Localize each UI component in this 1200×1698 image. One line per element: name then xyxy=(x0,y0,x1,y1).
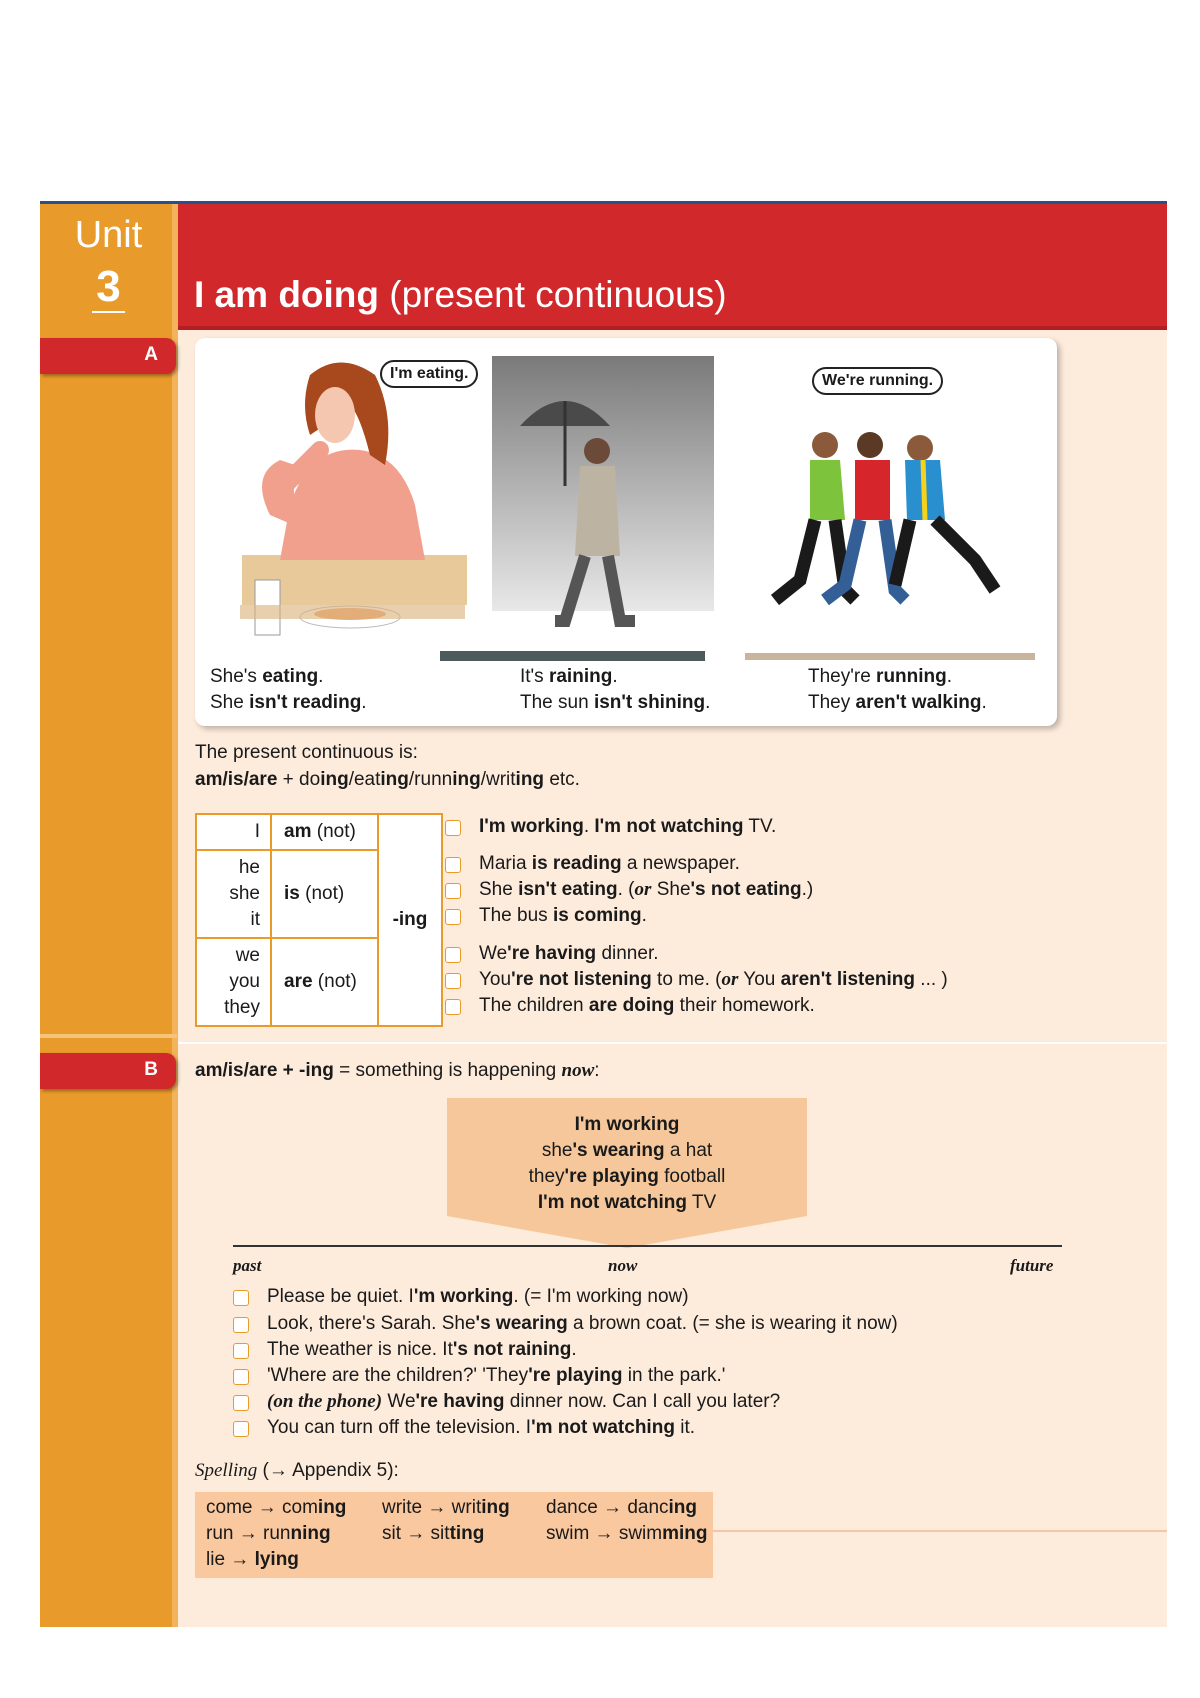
text-run: The children xyxy=(479,995,589,1016)
runners-illustration xyxy=(745,360,1035,660)
text-run: 're playing xyxy=(528,1365,623,1386)
text-run: 's not eating xyxy=(690,879,802,900)
page-title: I am doing (present continuous) xyxy=(194,274,727,315)
text-run: TV. xyxy=(743,816,777,837)
text-run: is coming xyxy=(552,905,642,926)
sidebar xyxy=(40,204,177,1627)
text-run: 'm working xyxy=(413,1286,514,1307)
timeline-future: future xyxy=(1010,1256,1054,1275)
text-run: 're not listening xyxy=(511,969,652,990)
caption-raining: It's raining. The sun isn't shining. xyxy=(520,666,711,713)
now-examples xyxy=(447,1112,807,1216)
pronoun-cell: I xyxy=(196,814,271,850)
text-run: The bus xyxy=(479,905,553,926)
spelling-item xyxy=(206,1523,331,1545)
text-run: 's wearing xyxy=(475,1313,568,1334)
text-run: Look, there's Sarah. She xyxy=(267,1313,476,1334)
checkbox-icon[interactable] xyxy=(445,973,461,989)
now-example-line xyxy=(447,1138,807,1164)
spelling-ending: ming xyxy=(662,1523,708,1544)
text-run: We xyxy=(479,943,508,964)
text-run: 'm not watching xyxy=(531,1417,675,1438)
speech-bubble-running: We're running. xyxy=(812,367,943,395)
example-text xyxy=(267,1391,780,1413)
spelling-ending: ing xyxy=(481,1497,510,1518)
example-text xyxy=(479,943,659,965)
text-run: in the park.' xyxy=(622,1365,726,1386)
text-run: their homework. xyxy=(674,995,815,1016)
text-run: a hat xyxy=(664,1140,713,1161)
text-run: You can turn off the television. I xyxy=(267,1417,532,1438)
section-b-rule: am/is/are + -ing = something is happening now: xyxy=(195,1060,600,1081)
text-run: or xyxy=(721,969,739,990)
now-example-line xyxy=(447,1190,807,1216)
checkbox-icon[interactable] xyxy=(233,1395,249,1411)
checkbox-icon[interactable] xyxy=(233,1317,249,1333)
checkbox-icon[interactable] xyxy=(445,947,461,963)
woman-eating-illustration xyxy=(210,355,475,660)
text-run: .) xyxy=(801,879,814,900)
pronoun-cell: we you they xyxy=(196,938,271,1026)
text-run: aren't listening xyxy=(780,969,916,990)
text-run: You xyxy=(479,969,512,990)
text-run: Please be quiet. I xyxy=(267,1286,414,1307)
text-run: 'Where are the children?' 'They xyxy=(267,1365,529,1386)
text-run: She xyxy=(651,879,691,900)
text-run: I'm working xyxy=(574,1114,680,1135)
text-run: TV xyxy=(686,1192,717,1213)
text-run: 's wearing xyxy=(572,1140,665,1161)
text-run: I'm not watching xyxy=(537,1192,687,1213)
spelling-ending: ting xyxy=(449,1523,485,1544)
spelling-item xyxy=(382,1497,510,1519)
unit-number: 3 xyxy=(40,262,177,312)
speech-bubble-eating: I'm eating. xyxy=(380,360,478,388)
section-b-tab[interactable]: B xyxy=(40,1053,176,1089)
example-text xyxy=(479,905,647,927)
text-run: she xyxy=(541,1140,573,1161)
timeline-past: past xyxy=(233,1256,262,1275)
spelling-item xyxy=(546,1523,708,1545)
checkbox-icon[interactable] xyxy=(233,1343,249,1359)
text-run: 's not raining xyxy=(452,1339,572,1360)
example-text xyxy=(267,1313,898,1335)
spelling-item xyxy=(206,1549,299,1571)
example-text xyxy=(479,816,776,838)
now-example-line xyxy=(447,1164,807,1190)
checkbox-icon[interactable] xyxy=(445,999,461,1015)
text-run: We xyxy=(382,1391,416,1412)
text-run: are doing xyxy=(588,995,675,1016)
spelling-base: come → com xyxy=(206,1497,318,1518)
example-text xyxy=(267,1339,577,1361)
text-run: . xyxy=(513,1286,519,1307)
text-run: football xyxy=(658,1166,726,1187)
example-text xyxy=(267,1286,689,1308)
text-run: . xyxy=(641,905,647,926)
pronoun-cell: he she it xyxy=(196,850,271,938)
spelling-base: run → run xyxy=(206,1523,291,1544)
text-run: dinner now. Can I call you later? xyxy=(504,1391,781,1412)
spelling-item xyxy=(206,1497,346,1519)
timeline xyxy=(233,1245,1062,1247)
example-text xyxy=(479,879,813,901)
spelling-ending: lying xyxy=(254,1549,299,1570)
caption-running: They're running. They aren't walking. xyxy=(808,666,987,713)
spelling-base: swim → swim xyxy=(546,1523,663,1544)
example-text xyxy=(479,969,948,991)
text-run: She xyxy=(479,879,519,900)
text-run: or xyxy=(634,879,652,900)
text-run: I'm not watching xyxy=(594,816,744,837)
verb-cell: are (not) xyxy=(271,938,378,1026)
formula-line: am/is/are + doing/eating/running/writing etc. xyxy=(195,769,580,790)
text-run: . ( xyxy=(617,879,635,900)
spelling-ending: ing xyxy=(668,1497,698,1518)
spelling-item xyxy=(382,1523,484,1545)
example-text xyxy=(267,1365,725,1387)
example-text xyxy=(479,995,815,1017)
ing-cell: -ing xyxy=(378,814,442,1026)
sidebar-divider xyxy=(40,1034,177,1038)
checkbox-icon[interactable] xyxy=(445,820,461,836)
caption-eating: She's eating. She isn't reading. xyxy=(210,666,367,713)
text-run: You xyxy=(738,969,781,990)
spelling-base: lie → xyxy=(206,1549,255,1570)
checkbox-icon[interactable] xyxy=(445,883,461,899)
text-run: dinner. xyxy=(596,943,659,964)
table-row xyxy=(196,814,442,850)
text-run: it. xyxy=(674,1417,695,1438)
text-run: 're having xyxy=(415,1391,505,1412)
text-run: . xyxy=(571,1339,577,1360)
text-run: they xyxy=(528,1166,565,1187)
text-run: isn't eating xyxy=(518,879,618,900)
verb-cell: am (not) xyxy=(271,814,378,850)
spelling-base: sit → sit xyxy=(382,1523,450,1544)
text-run: I'm working xyxy=(479,816,584,837)
checkbox-icon[interactable] xyxy=(233,1421,249,1437)
section-a-tab[interactable]: A xyxy=(40,338,176,374)
text-run: 're playing xyxy=(564,1166,659,1187)
spelling-ending: ing xyxy=(317,1497,347,1518)
now-example-line xyxy=(447,1112,807,1138)
text-run: to me. ( xyxy=(651,969,722,990)
text-run: a newspaper. xyxy=(621,853,740,874)
checkbox-icon[interactable] xyxy=(445,909,461,925)
man-in-rain-illustration xyxy=(440,356,715,661)
text-run: . xyxy=(583,816,595,837)
spelling-ending: ning xyxy=(290,1523,331,1544)
intro-line: The present continuous is: xyxy=(195,742,418,763)
text-run: a brown coat. (= she is wearing it now) xyxy=(567,1313,898,1334)
conjugation-table xyxy=(195,813,443,1027)
checkbox-icon[interactable] xyxy=(445,857,461,873)
example-text xyxy=(479,853,740,875)
text-run: The weather is nice. It xyxy=(267,1339,453,1360)
text-run: Maria xyxy=(479,853,532,874)
checkbox-icon[interactable] xyxy=(233,1290,249,1306)
text-run: (on the phone) xyxy=(267,1391,383,1412)
spelling-rule-line xyxy=(713,1530,1167,1532)
spelling-heading: Spelling (→ Appendix 5): xyxy=(195,1460,399,1481)
checkbox-icon[interactable] xyxy=(233,1369,249,1385)
spelling-item xyxy=(546,1497,697,1519)
spelling-base: write → writ xyxy=(382,1497,482,1518)
text-run: is reading xyxy=(531,853,622,874)
unit-label: Unit xyxy=(74,214,143,256)
section-divider xyxy=(178,1042,1167,1044)
text-run: 're having xyxy=(507,943,597,964)
verb-cell: is (not) xyxy=(271,850,378,938)
timeline-now: now xyxy=(608,1256,638,1275)
text-run: ... ) xyxy=(915,969,948,990)
header-band-shadow xyxy=(178,326,1167,330)
spelling-base: dance → danc xyxy=(546,1497,669,1518)
text-run: (= I'm working now) xyxy=(518,1286,689,1307)
example-text xyxy=(267,1417,695,1439)
